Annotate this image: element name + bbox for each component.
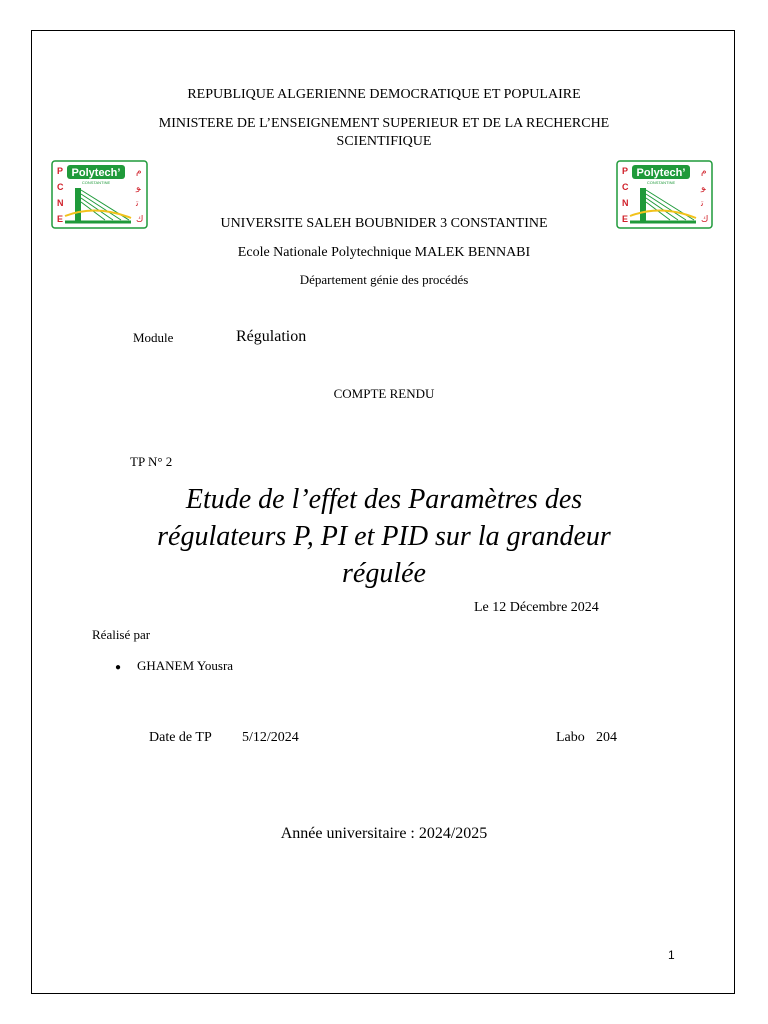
svg-text:ﻮ: ﻮ (136, 183, 141, 193)
svg-text:ﻡ: ﻡ (136, 167, 142, 177)
svg-text:C: C (57, 182, 64, 192)
author-name: GHANEM Yousra (137, 658, 234, 673)
svg-text:C: C (622, 182, 629, 192)
realised-by-label: Réalisé par (92, 627, 151, 642)
svg-text:E: E (622, 214, 629, 224)
page-number: 1 (668, 948, 675, 962)
svg-text:CONSTANTINE: CONSTANTINE (81, 180, 111, 185)
module-value: Régulation (236, 328, 307, 345)
svg-text:ﻮ: ﻮ (701, 183, 706, 193)
svg-text:ﻙ: ﻙ (136, 215, 144, 225)
university-name: UNIVERSITE SALEH BOUBNIDER 3 CONSTANTINE (220, 216, 548, 231)
republic-heading: REPUBLIQUE ALGERIENNE DEMOCRATIQUE ET POPULAIRE (187, 87, 581, 102)
lab-label: Labo (556, 730, 585, 745)
tp-date-label: Date de TP (149, 730, 212, 745)
lab-value: 204 (596, 730, 617, 745)
svg-text:N: N (622, 198, 629, 208)
tp-number: TP N° 2 (130, 454, 173, 469)
report-title-line2: régulateurs P, PI et PID sur la grandeur (157, 521, 611, 552)
tp-date-value: 5/12/2024 (242, 730, 299, 745)
svg-text:Polytech’: Polytech’ (636, 167, 686, 179)
svg-text:N: N (57, 198, 64, 208)
bullet-icon: ● (115, 662, 122, 673)
school-name: Ecole Nationale Polytechnique MALEK BENNABI (237, 245, 531, 260)
svg-text:ﻙ: ﻙ (701, 215, 709, 225)
department-name: Département génie des procédés (299, 272, 469, 287)
academic-year: Année universitaire : 2024/2025 (280, 825, 488, 842)
ministry-heading-line2: SCIENTIFIQUE (336, 134, 432, 149)
report-type: COMPTE RENDU (333, 386, 435, 401)
logo-brand: Polytech’ (71, 167, 121, 179)
report-title-line3: régulée (342, 558, 426, 589)
svg-text:ﺗ: ﺗ (701, 199, 704, 209)
svg-text:P: P (622, 166, 629, 176)
author-list-item (115, 658, 234, 674)
svg-text:ﻡ: ﻡ (701, 167, 707, 177)
report-title-line1: Etude de l’effet des Paramètres des (185, 484, 583, 515)
module-label: Module (133, 330, 174, 345)
svg-text:E: E (57, 214, 64, 224)
svg-text:ﺗ: ﺗ (136, 199, 139, 209)
logo-letters-left: P (57, 166, 64, 176)
svg-text:CONSTANTINE: CONSTANTINE (646, 180, 676, 185)
report-date: Le 12 Décembre 2024 (474, 600, 599, 615)
ministry-heading-line1: MINISTERE DE L’ENSEIGNEMENT SUPERIEUR ET DE LA RECHERCHE (158, 116, 610, 131)
